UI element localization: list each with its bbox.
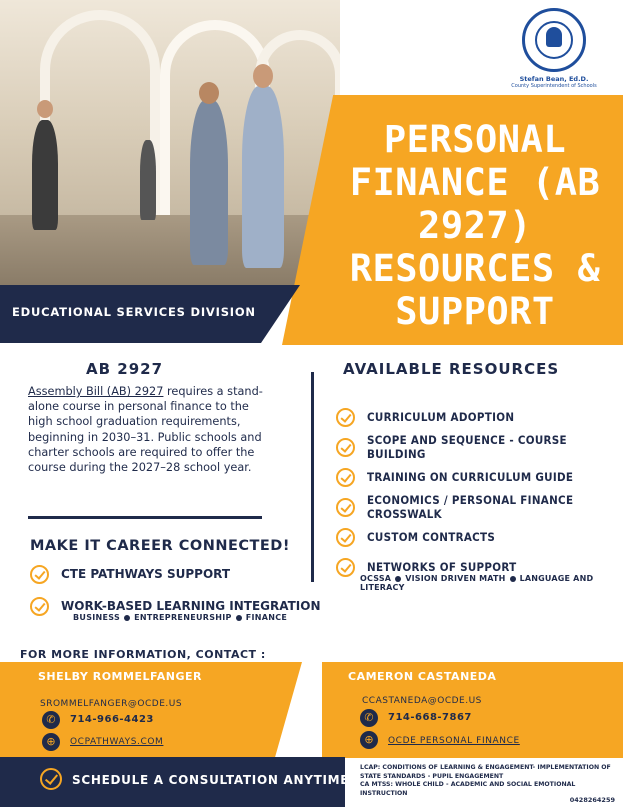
ab-body-text: requires a stand-alone course in personal finance to the high school graduation requirements, beginning in 2030–31. Public schools and charter schools are required to offer the course during the 2027–28 school year.: [28, 385, 263, 475]
check-circle-icon: [336, 468, 355, 487]
list-item: WORK-BASED LEARNING INTEGRATION: [30, 592, 321, 620]
phone-icon: ✆: [42, 711, 60, 729]
check-circle-icon: [336, 528, 355, 547]
contact-website-link[interactable]: OCDE PERSONAL FINANCE: [388, 736, 520, 746]
vertical-divider: [311, 372, 314, 582]
list-item: CUSTOM CONTRACTS: [336, 522, 621, 552]
check-circle-icon: [30, 565, 49, 584]
resources-heading: AVAILABLE RESOURCES: [343, 360, 560, 378]
career-heading: MAKE IT CAREER CONNECTED!: [30, 538, 290, 554]
contact-heading: FOR MORE INFORMATION, CONTACT :: [20, 648, 266, 661]
check-circle-icon: [336, 438, 355, 457]
contact-name: CAMERON CASTANEDA: [348, 670, 497, 683]
list-item: TRAINING ON CURRICULUM GUIDE: [336, 462, 621, 492]
seal-logo: [522, 8, 586, 72]
lcap-note: LCAP: CONDITIONS OF LEARNING & ENGAGEMENT- IMPLEMENTATION OF STATE STANDARDS - PUPIL ENGAGEMENT CA MTSS: WHOLE CHILD - ACADEMIC AND SOCIAL EMOTIONAL INSTRUCTION: [360, 764, 611, 797]
division-label: EDUCATIONAL SERVICES DIVISION: [12, 305, 256, 319]
horizontal-divider: [28, 516, 262, 519]
resources-list: [336, 402, 621, 582]
networks-sublist: OCSSA VISION DRIVEN MATH LANGUAGE AND LITERACY: [360, 574, 594, 592]
contact-name: SHELBY ROMMELFANGER: [38, 670, 202, 683]
page-title: PERSONAL FINANCE (AB 2927) RESOURCES & SUPPORT: [349, 118, 601, 333]
contact-phone[interactable]: 714-966-4423: [70, 714, 154, 725]
list-item: NETWORKS OF SUPPORT: [336, 552, 621, 582]
check-circle-icon: [336, 408, 355, 427]
ab-bill-link[interactable]: Assembly Bill (AB) 2927: [28, 385, 164, 398]
globe-icon: ⊕: [42, 733, 60, 751]
contact-website-link[interactable]: OCPATHWAYS.COM: [70, 737, 164, 747]
list-item: ECONOMICS / PERSONAL FINANCE CROSSWALK: [336, 492, 621, 522]
career-list: [30, 560, 321, 620]
check-circle-icon: [40, 768, 62, 790]
ab-heading: AB 2927: [86, 360, 164, 378]
ocde-logo: [499, 8, 609, 98]
list-item: CURRICULUM ADOPTION: [336, 402, 621, 432]
superintendent-name: Stefan Bean, Ed.D.: [519, 75, 589, 83]
list-item: SCOPE AND SEQUENCE - COURSE BUILDING: [336, 432, 621, 462]
check-circle-icon: [336, 558, 355, 577]
contact-email[interactable]: SROMMELFANGER@OCDE.US: [40, 699, 183, 709]
hero-photo: [0, 0, 340, 285]
bell-icon: [546, 27, 562, 47]
phone-icon: ✆: [360, 709, 378, 727]
check-circle-icon: [30, 597, 49, 616]
contact-phone[interactable]: 714-668-7867: [388, 712, 472, 723]
contact-email[interactable]: CCASTANEDA@OCDE.US: [362, 696, 482, 706]
career-sublist: BUSINESS ENTREPRENEURSHIP FINANCE: [73, 613, 288, 622]
ab-description: [28, 384, 273, 475]
document-code: 0428264259: [569, 796, 615, 804]
globe-icon: ⊕: [360, 731, 378, 749]
list-item: CTE PATHWAYS SUPPORT: [30, 560, 321, 588]
schedule-consultation-cta[interactable]: SCHEDULE A CONSULTATION ANYTIME: [72, 773, 350, 787]
check-circle-icon: [336, 498, 355, 517]
superintendent-title: County Superintendent of Schools: [511, 83, 597, 89]
